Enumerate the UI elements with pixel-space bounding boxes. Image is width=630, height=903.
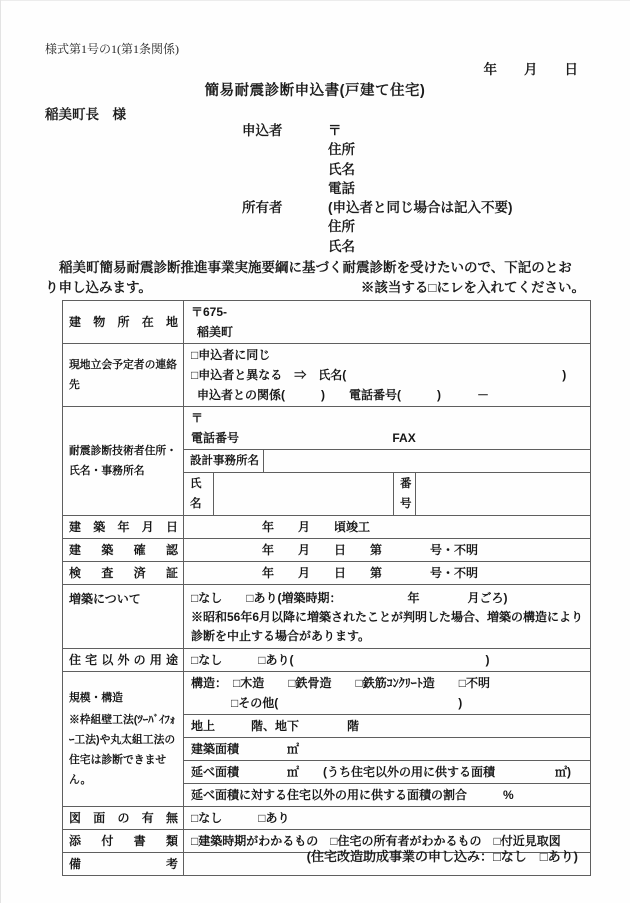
technician-contact-cell (184, 407, 591, 450)
renovation-subsidy-note: (住宅改造助成事業の申し込み：□なし □あり) (306, 849, 578, 864)
building-location-value (184, 301, 591, 344)
technician-number-label: 番号 (394, 473, 416, 516)
intro-line1: 稲美町簡易耐震診断推進事業実施要綱に基づく耐震診断を受けたいので、下記のとお (59, 260, 572, 275)
scale-label-note: ※枠組壁工法(ﾂｰﾊﾞｲﾌｫｰ工法)や丸太組工法の住宅は診断できません。 (69, 714, 176, 786)
row-build-date (63, 516, 591, 539)
structure-options-line2: □その他( ) (231, 696, 463, 710)
inspection-value: 年 月 日 第 号・不明 (184, 562, 591, 585)
area-ratio-value: 延べ面積に対する住宅以外の用に供する面積の割合 % (184, 784, 591, 807)
extension-note: ※昭和56年6月以降に増築されたことが判明した場合、増築の構造により診断を中止する場合があります。 (191, 609, 584, 643)
row-technician-contact (63, 407, 591, 450)
intro-line2-row (45, 278, 585, 298)
attachments-value: □建築時期がわかるもの □住宅の所有者がわかるもの □付近見取図 (184, 830, 591, 853)
drawings-label: 図面の有無 (63, 807, 184, 830)
building-location-town: 稲美町 (197, 325, 234, 339)
row-scale-structure (63, 672, 591, 715)
technician-phone-label: 電話番号 (191, 431, 240, 445)
technician-fax-label: FAX (392, 431, 416, 445)
inspection-label: 検査済証 (63, 562, 184, 585)
row-drawings (63, 807, 591, 830)
owner-note: (申込者と同じ場合は記入不要) (328, 200, 513, 216)
building-area-value: 建築面積 ㎡ (184, 738, 591, 761)
row-non-residential (63, 649, 591, 672)
technician-postal-mark: 〒 (191, 411, 204, 425)
confirmation-label: 建築確認 (63, 539, 184, 562)
row-confirmation (63, 539, 591, 562)
scale-structure-cell (184, 672, 591, 715)
applicant-phone-row (242, 179, 582, 198)
remarks-label: 備考 (63, 853, 184, 876)
applicant-name-label: 氏名 (328, 161, 355, 177)
owner-name-label: 氏名 (328, 238, 355, 254)
intro-paragraph (45, 258, 585, 298)
non-residential-label: 住宅以外の用途 (63, 649, 184, 672)
build-date-value: 年 月 頃竣工 (184, 516, 591, 539)
technician-label: 耐震診断技術者住所・氏名・事務所名 (63, 407, 184, 516)
row-extension (63, 585, 591, 649)
drawings-value: □なし □あり (184, 807, 591, 830)
site-witness-option-different: □申込者と異なる ⇒ 氏名( ) (191, 368, 567, 382)
non-residential-value: □なし □あり( ) (184, 649, 591, 672)
applicant-address-label: 住所 (328, 142, 355, 158)
applicant-owner-block (242, 121, 582, 256)
site-witness-value (184, 344, 591, 407)
checkbox-instruction: ※該当する□にレを入れてください。 (360, 280, 585, 295)
owner-address-row (242, 217, 582, 236)
applicant-label: 申込者 (242, 123, 283, 138)
structure-options-line1: 構造： □木造 □鉄骨造 □鉄筋ｺﾝｸﾘｰﾄ造 □不明 (191, 676, 490, 690)
row-building-location (63, 301, 591, 344)
row-site-witness (63, 344, 591, 407)
row-inspection (63, 562, 591, 585)
owner-name-row (242, 237, 582, 256)
extension-value (184, 585, 591, 649)
date-line: 年 月 日 (483, 62, 578, 77)
applicant-row (242, 121, 582, 140)
applicant-phone-label: 電話 (328, 180, 355, 196)
technician-name-label: 氏名 (184, 473, 214, 516)
design-office-label: 設計事務所名 (184, 450, 264, 473)
owner-address-label: 住所 (328, 219, 355, 235)
applicant-name-row (242, 160, 582, 179)
form-code: 様式第1号の1(第1条関係) (45, 42, 179, 56)
site-witness-relation: 申込者との関係( ) 電話番号( ) － (197, 388, 489, 402)
scale-label: 規模・構造 (69, 692, 123, 704)
building-location-label: 建物所在地 (63, 301, 184, 344)
technician-phone-fax-line (191, 428, 587, 448)
extension-options: □なし □あり(増築時期： 年 月ごろ) (191, 590, 508, 605)
owner-row (242, 198, 582, 217)
site-witness-label: 現地立会予定者の連絡先 (63, 344, 184, 407)
extension-label: 増築について (63, 585, 184, 649)
total-area-value: 延べ面積 ㎡ (うち住宅以外の用に供する面積 ㎡) (184, 761, 591, 784)
page-title: 簡易耐震診断申込書(戸建て住宅) (204, 83, 426, 99)
intro-line2: り申し込みます。 (45, 280, 152, 295)
scale-label-cell (63, 672, 184, 807)
build-date-label: 建築年月日 (63, 516, 184, 539)
site-witness-option-same: □申込者に同じ (191, 348, 271, 362)
technician-name-value (214, 473, 394, 516)
addressee: 稲美町長 様 (45, 107, 126, 122)
confirmation-value: 年 月 日 第 号・不明 (184, 539, 591, 562)
attachments-label: 添付書類 (63, 830, 184, 853)
design-office-value (264, 450, 591, 473)
application-table (62, 300, 591, 876)
building-location-postal: 〒675- (191, 305, 228, 319)
applicant-address-row (242, 140, 582, 159)
technician-number-value (416, 473, 591, 516)
applicant-postal-mark: 〒 (328, 123, 342, 138)
owner-label: 所有者 (242, 200, 283, 216)
floors-value: 地上 階、地下 階 (184, 715, 591, 738)
